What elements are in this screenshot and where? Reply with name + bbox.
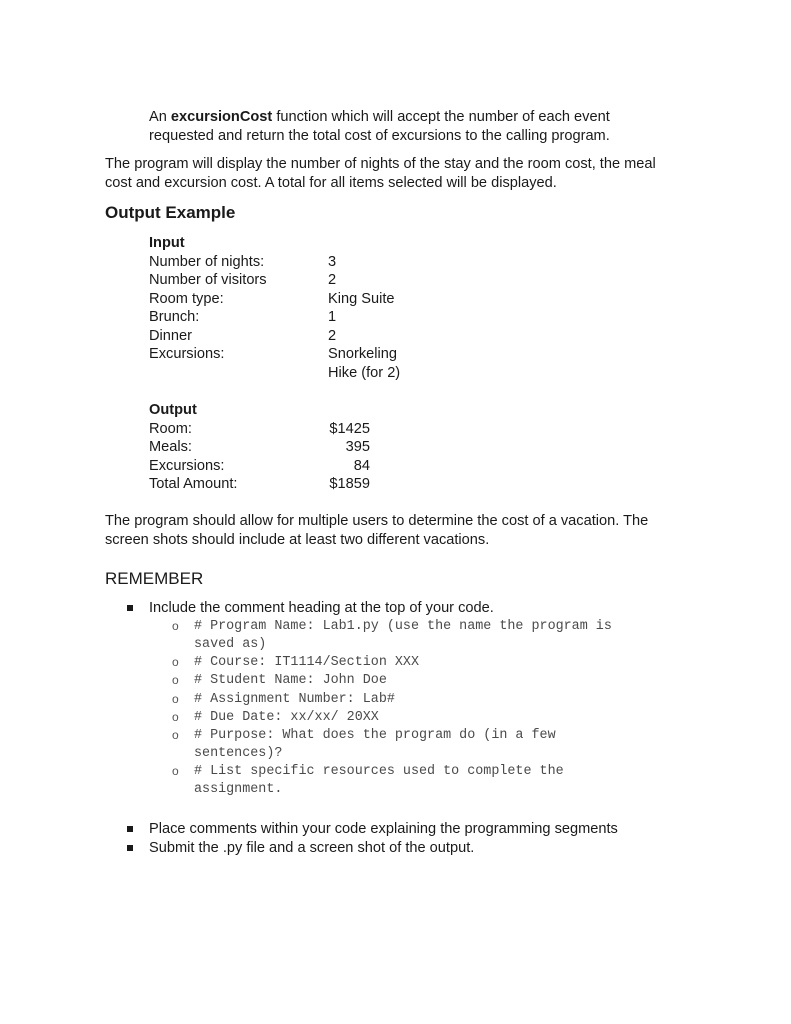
circle-bullet-icon: o (172, 692, 179, 706)
input-heading: Input (149, 235, 185, 251)
bullet-item-code-comments: Place comments within your code explaining the programming segments (149, 821, 618, 837)
circle-bullet-icon: o (172, 619, 179, 633)
input-value: King Suite (328, 291, 395, 307)
comment-line-continued: assignment. (194, 782, 283, 797)
input-label: Brunch: (149, 309, 200, 325)
output-value: 84 (353, 458, 370, 474)
comment-line: # Assignment Number: Lab# (194, 692, 395, 707)
bullet-square-icon (127, 845, 133, 851)
intro-line-1: An excursionCost function which will accept the number of each event (149, 109, 610, 125)
output-value: $1859 (329, 476, 370, 492)
comment-line-continued: saved as) (194, 637, 267, 652)
comment-line: # List specific resources used to complete the (194, 764, 564, 779)
output-value: 395 (345, 439, 370, 455)
input-value: Snorkeling (328, 346, 397, 362)
input-label: Room type: (149, 291, 224, 307)
circle-bullet-icon: o (172, 655, 179, 669)
input-label: Number of nights: (149, 254, 265, 270)
input-value: 1 (328, 309, 337, 325)
input-label: Excursions: (149, 346, 225, 362)
bullet-square-icon (127, 826, 133, 832)
output-example-heading: Output Example (105, 203, 236, 222)
para2-line-2: screen shots should include at least two different vacations. (105, 532, 490, 548)
comment-line-continued: sentences)? (194, 746, 283, 761)
output-label: Room: (149, 421, 192, 437)
input-label: Dinner (149, 328, 192, 344)
remember-heading: REMEMBER (105, 569, 204, 588)
output-value: $1425 (329, 421, 370, 437)
para2-line-1: The program should allow for multiple users to determine the cost of a vacation. The (105, 513, 649, 529)
output-heading: Output (149, 402, 197, 418)
function-name: excursionCost (170, 109, 273, 125)
input-value: Hike (for 2) (328, 365, 401, 381)
circle-bullet-icon: o (172, 673, 179, 687)
input-label: Number of visitors (149, 272, 267, 288)
circle-bullet-icon: o (172, 764, 179, 778)
comment-line: # Purpose: What does the program do (in a few (194, 728, 556, 743)
comment-line: # Student Name: John Doe (194, 673, 387, 688)
para1-line-2: cost and excursion cost. A total for all items selected will be displayed. (105, 175, 557, 191)
circle-bullet-icon: o (172, 710, 179, 724)
output-label: Total Amount: (149, 476, 238, 492)
intro-line-2: requested and return the total cost of excursions to the calling program. (149, 128, 610, 144)
circle-bullet-icon: o (172, 728, 179, 742)
bullet-item-comment-heading: Include the comment heading at the top of your code. (149, 600, 494, 616)
bullet-square-icon (127, 605, 133, 611)
output-label: Meals: (149, 439, 192, 455)
comment-line: # Due Date: xx/xx/ 20XX (194, 710, 379, 725)
input-value: 3 (328, 254, 337, 270)
input-value: 2 (328, 328, 337, 344)
bullet-item-submit: Submit the .py file and a screen shot of the output. (149, 840, 475, 856)
comment-line: # Course: IT1114/Section XXX (194, 655, 419, 670)
comment-line: # Program Name: Lab1.py (use the name the program is (194, 619, 612, 634)
output-label: Excursions: (149, 458, 225, 474)
input-value: 2 (328, 272, 337, 288)
para1-line-1: The program will display the number of nights of the stay and the room cost, the meal (105, 156, 656, 172)
